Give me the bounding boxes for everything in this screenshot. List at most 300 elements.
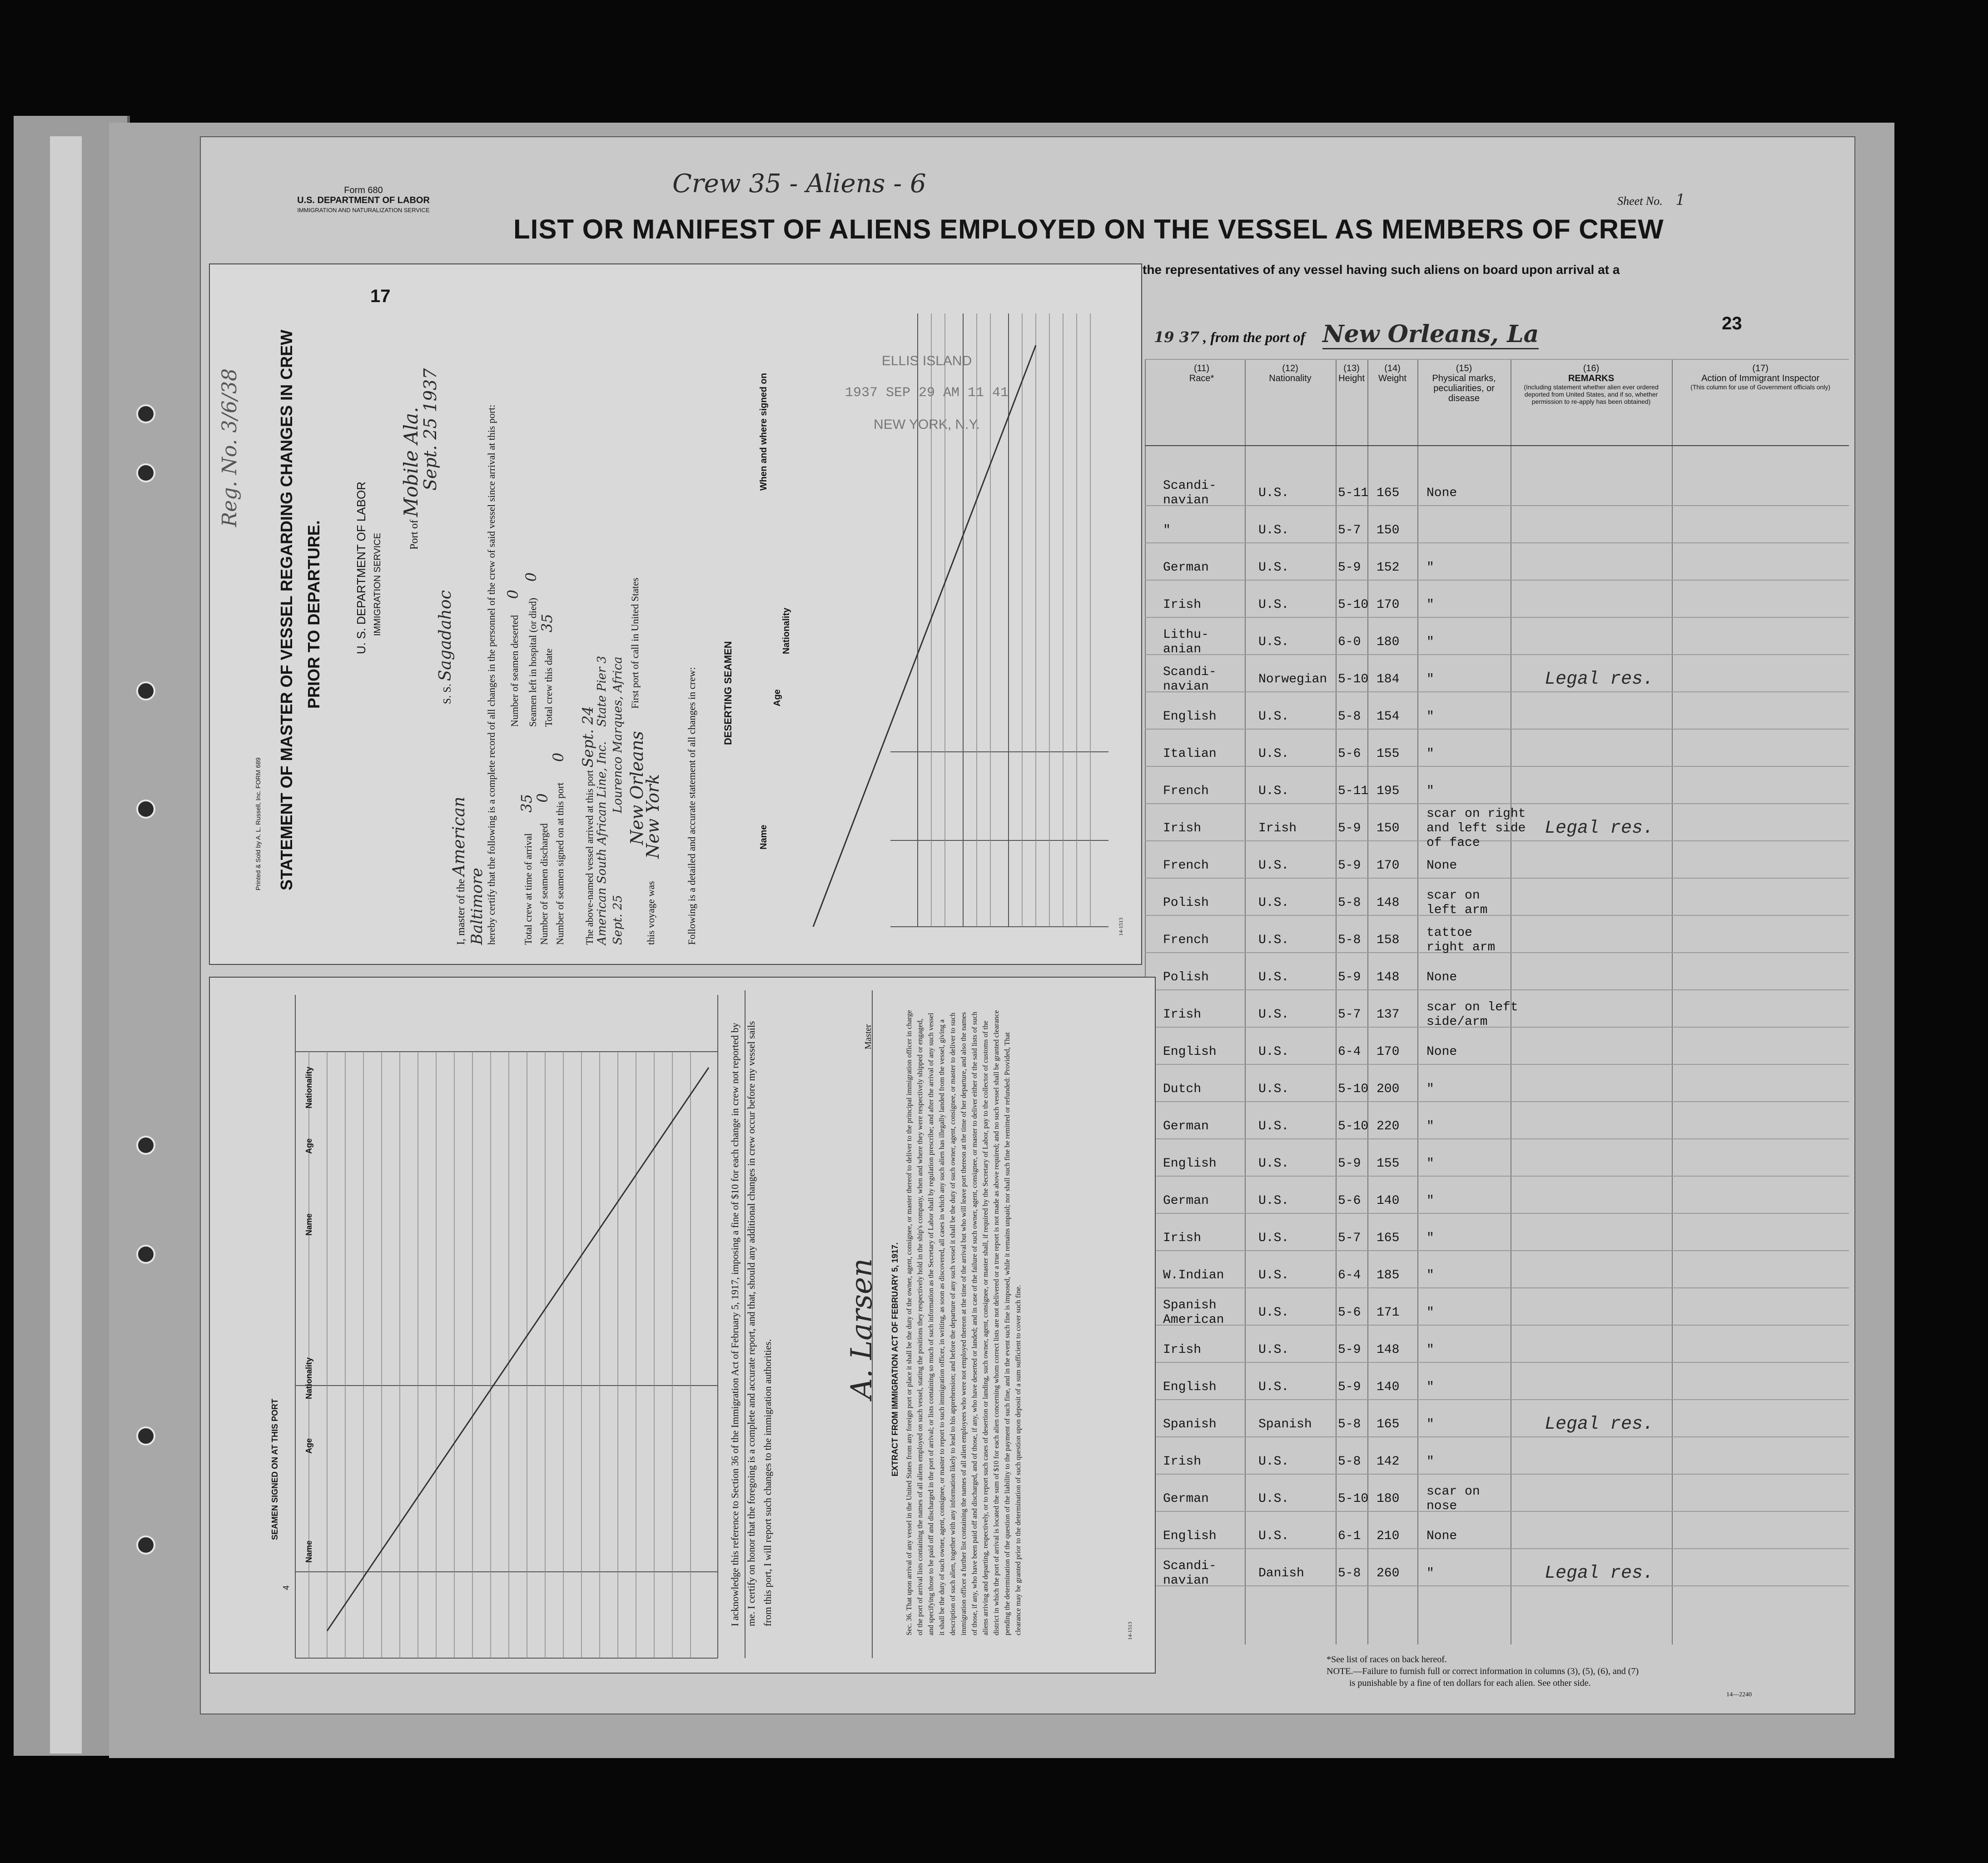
cell-weight: 210 — [1377, 1529, 1400, 1543]
col-rule — [1245, 359, 1246, 1644]
cell-nationality: U.S. — [1258, 784, 1289, 798]
cell-height: 5-11 — [1338, 784, 1369, 798]
cell-nationality: U.S. — [1258, 1455, 1289, 1469]
cell-weight: 142 — [1377, 1455, 1400, 1469]
cell-weight: 165 — [1377, 1417, 1400, 1431]
cell-nationality: U.S. — [1258, 747, 1289, 761]
cell-weight: 158 — [1377, 933, 1400, 947]
cell-height: 5-8 — [1338, 896, 1361, 910]
from-port-label: , from the port of — [1203, 329, 1306, 345]
inspector-note: (This column for use of Government officials only) — [1690, 383, 1830, 391]
cell-weight: 180 — [1377, 635, 1400, 649]
from-port: Baltimore — [468, 868, 486, 945]
cell-weight: 140 — [1377, 1194, 1400, 1208]
row-rule — [1145, 729, 1849, 730]
deserting-seamen: DESERTING SEAMEN — [722, 641, 734, 745]
binder-hole — [136, 1426, 155, 1446]
cell-race: French — [1163, 933, 1209, 947]
binder-hole — [136, 800, 155, 819]
voyage-was: this voyage was — [645, 881, 656, 945]
row-rule — [1145, 989, 1849, 990]
cell-marks: tattoe right arm — [1426, 926, 1496, 954]
cell-weight: 165 — [1377, 486, 1400, 500]
discharged — [534, 793, 551, 945]
destination: Lourenco Marques, Africa — [611, 656, 625, 813]
header-rule — [1145, 359, 1849, 360]
cell-weight: 260 — [1377, 1566, 1400, 1580]
col-num: (17) — [1752, 363, 1769, 373]
row-rule — [1145, 1064, 1849, 1065]
col-when-where: When and where signed on — [759, 373, 769, 491]
col-rule — [1417, 359, 1418, 1644]
seamen-page-no: 4 — [282, 1585, 291, 1590]
cell-race: English — [1163, 1157, 1217, 1171]
cell-remark: Legal res. — [1545, 669, 1654, 690]
manifest-subtitle: the representatives of any vessel having such aliens on board upon arrival at a — [1143, 263, 1620, 277]
cell-height: 5-6 — [1338, 747, 1361, 761]
total-now-label: Total crew this date — [543, 648, 554, 727]
from-port-value: New Orleans, La — [1322, 320, 1539, 349]
binder-hole — [136, 1245, 155, 1264]
cell-weight: 154 — [1377, 710, 1400, 724]
diagonal-strike — [327, 1068, 709, 1631]
cell-height: 5-8 — [1338, 933, 1361, 947]
cell-weight: 150 — [1377, 523, 1400, 537]
stamp-line-3: NEW YORK, N.Y. — [874, 417, 980, 432]
cell-marks: " — [1426, 1194, 1434, 1208]
cell-height: 5-6 — [1338, 1306, 1361, 1320]
cell-weight: 155 — [1377, 1157, 1400, 1171]
cell-nationality: U.S. — [1258, 1380, 1289, 1394]
cell-height: 5-9 — [1338, 1343, 1361, 1357]
row-rule — [1145, 1474, 1849, 1475]
col-action-header — [1674, 363, 1847, 391]
cell-weight: 170 — [1377, 1045, 1400, 1059]
cell-height: 5-9 — [1338, 859, 1361, 873]
col-label: Height — [1338, 373, 1365, 383]
row-rule — [1145, 1399, 1849, 1400]
row-rule — [1145, 654, 1849, 655]
cell-race: Polish — [1163, 896, 1209, 910]
cell-height: 6-0 — [1338, 635, 1361, 649]
cell-weight: 170 — [1377, 859, 1400, 873]
statement-dept: U. S. DEPARTMENT OF LABOR — [354, 482, 368, 654]
col-rule — [1672, 359, 1673, 1644]
row-rule — [1145, 1325, 1849, 1326]
acknowledgement: I acknowledge this reference to Section 36 of the Immigration Act of February 5, 1917, imposing a fine of $10 for each change in crew not reported by me. I certify on honor that the foregoing is a complete and accurate report, and that, should any additional changes in crew occur before my vessel sails from this port, I will report such changes to the immigration authorities. — [729, 1021, 773, 1626]
col-num: (11) — [1193, 363, 1210, 373]
discharged-value: 0 — [534, 793, 551, 803]
cell-race: English — [1163, 1380, 1217, 1394]
ss-label: S. S. — [442, 684, 453, 704]
manifest-form-header — [291, 185, 436, 215]
cell-nationality: U.S. — [1258, 1194, 1289, 1208]
cell-race: W.Indian — [1163, 1268, 1224, 1282]
cell-marks: scar on right and left side of face — [1426, 807, 1526, 850]
hospital-value: 0 — [522, 572, 540, 582]
arrival-line — [1154, 320, 1539, 348]
cell-weight: 148 — [1377, 970, 1400, 984]
stamp-line-1: ELLIS ISLAND — [881, 353, 972, 368]
lying-at: State Pier 3 — [595, 656, 609, 727]
row-rule — [1145, 1362, 1849, 1363]
cell-marks: " — [1426, 635, 1434, 649]
row-rule — [1145, 1511, 1849, 1512]
binder-hole — [136, 463, 155, 482]
cell-nationality: U.S. — [1258, 1119, 1289, 1133]
cell-marks: " — [1426, 598, 1434, 612]
cell-nationality: U.S. — [1258, 635, 1289, 649]
cell-marks: " — [1426, 784, 1434, 798]
statement-master-line — [450, 797, 468, 945]
cell-race: German — [1163, 1492, 1209, 1506]
cell-nationality: U.S. — [1258, 561, 1289, 575]
seamen-col-age-2: Age — [304, 1138, 313, 1154]
col-nationality-header — [1247, 363, 1333, 383]
seamen-col-nationality-2: Nationality — [304, 1066, 313, 1108]
cell-marks: " — [1426, 747, 1434, 761]
signed-on-label: Number of seamen signed on at this port — [554, 782, 566, 945]
cell-marks: " — [1426, 1380, 1434, 1394]
cell-marks: " — [1426, 1082, 1434, 1096]
master-label: Master — [863, 1024, 873, 1049]
cell-race: Spanish — [1163, 1417, 1217, 1431]
cell-nationality: U.S. — [1258, 1157, 1289, 1171]
row-rule — [1145, 505, 1849, 506]
margin-handwriting: Reg. No. 3/6/38 — [218, 368, 241, 527]
cell-race: Irish — [1163, 1231, 1202, 1245]
cell-weight: 155 — [1377, 747, 1400, 761]
cell-marks: " — [1426, 1566, 1434, 1580]
cell-height: 5-8 — [1338, 1455, 1361, 1469]
cell-height: 5-8 — [1338, 710, 1361, 724]
binder-hole — [136, 1535, 155, 1555]
col-label: Nationality — [1269, 373, 1312, 383]
cell-race: Scandi- navian — [1163, 479, 1217, 507]
seamen-heading: SEAMEN SIGNED ON AT THIS PORT — [270, 1398, 279, 1540]
total-arrival-label: Total crew at time of arrival — [522, 833, 534, 945]
cell-height: 5-9 — [1338, 821, 1361, 835]
cell-height: 5-9 — [1338, 970, 1361, 984]
cell-nationality: U.S. — [1258, 486, 1289, 500]
row-rule — [1145, 691, 1849, 692]
cell-marks: " — [1426, 1157, 1434, 1171]
sheet-label: Sheet No. — [1617, 194, 1663, 208]
cell-nationality: U.S. — [1258, 710, 1289, 724]
binder-strip — [50, 136, 82, 1754]
page-number: 23 — [1722, 313, 1742, 333]
row-rule — [1145, 1176, 1849, 1177]
cell-weight: 152 — [1377, 561, 1400, 575]
arrived-text: The above-named vessel arrived at this port — [584, 770, 595, 945]
arrived-date: Sept. 24 — [579, 706, 596, 768]
cell-nationality: Norwegian — [1258, 672, 1327, 686]
cell-nationality: U.S. — [1258, 523, 1289, 537]
seamen-col-name-2: Name — [304, 1213, 313, 1236]
row-rule — [1145, 580, 1849, 581]
cell-marks: None — [1426, 1529, 1457, 1543]
cell-race: Polish — [1163, 970, 1209, 984]
cell-weight: 170 — [1377, 598, 1400, 612]
row-rule — [1145, 1101, 1849, 1102]
arrived-line — [579, 706, 596, 945]
stamp-line-2: 1937 SEP 29 AM 11 41 — [845, 385, 1009, 401]
ss-value: Sagadahoc — [436, 590, 455, 681]
col-rule — [1336, 359, 1337, 1644]
port-value: Mobile Ala. — [400, 407, 422, 517]
cell-race: English — [1163, 1529, 1217, 1543]
master-nationality: American — [450, 796, 468, 876]
seamen-col-nationality-1: Nationality — [304, 1357, 313, 1399]
cell-nationality: U.S. — [1258, 1529, 1289, 1543]
row-rule — [1145, 766, 1849, 767]
total-arrival — [518, 794, 535, 945]
signed-on-value: 0 — [550, 752, 567, 762]
extract-body: Sec. 36. That upon arrival of any vessel in the United States from any foreign port or place it shall be the duty of the owner, agent, consignee, or master thereof to deliver to the principal immigration officer in charge of the port of arrival lists containing the names of all aliens employed on such vessel, stating the positions they respectively hold in the ship's company, when and where they were respectively shipped or engaged, and specifying those to be paid off and discharged in the port of arrival; or lists containing so much of such information as the Secretary of Labor shall by regulation prescribe; and after the arrival of any such vessel it shall be the duty of such owner, agent, consignee, or master to report to such immigration officer, in writing, as soon as discovered, all cases in which any such alien has illegally landed from the vessel, giving a description of such alien, together with any information likely to lead to his apprehension; and before the departure of any such vessel it shall be the duty of such owner, agent, consignee, or master to deliver to such immigration officer a further list containing the names of all alien employees who were not employed thereon at the time of the arrival but who will leave port thereon at the time of her departure, and also the names of those, if any, who have been paid off and discharged, and of those, if any, who have deserted or landed; and in case of the failure of such owner, agent, consignee, or master to deliver either of the said lists of such aliens arriving and departing, respectively, or to report such cases of desertion or landing, such owner, agent, consignee, or master shall, if required by the Secretary of Labor, pay to the collector of customs of the district in which the port of arrival is located the sum of $10 for each alien concerning whom correct lists are not delivered or a true report is not made as above required; and no such vessel shall be granted clearance pending the determination of the question of the liability to the payment of such fine, and in the event such fine is imposed, while it remains unpaid; nor shall such fine be remitted or refunded: Provided, That clearance may be granted prior to the determination of such question upon deposit of a sum sufficient to cover such fine. — [905, 1010, 1022, 1635]
cell-height: 5-10 — [1338, 598, 1369, 612]
row-rule — [1145, 1250, 1849, 1251]
col-name: Name — [759, 825, 769, 850]
cell-nationality: U.S. — [1258, 598, 1289, 612]
manifest-title: LIST OR MANIFEST OF ALIENS EMPLOYED ON THE VESSEL AS MEMBERS OF CREW — [513, 214, 1664, 244]
row-rule — [1145, 542, 1849, 543]
row-rule — [1145, 1585, 1849, 1586]
cell-marks: None — [1426, 859, 1457, 873]
cell-nationality: Irish — [1258, 821, 1297, 835]
cell-nationality: U.S. — [1258, 1008, 1289, 1022]
cell-race: French — [1163, 859, 1209, 873]
cell-race: Irish — [1163, 1455, 1202, 1469]
statement-certify: hereby certify that the following is a complete record of all changes in the personnel of the crew of said vessel since arrival at this port: — [486, 404, 497, 945]
cell-race: German — [1163, 561, 1209, 575]
row-rule — [1145, 915, 1849, 916]
cell-marks: " — [1426, 1455, 1434, 1469]
cell-height: 5-7 — [1338, 523, 1361, 537]
cell-height: 5-7 — [1338, 1231, 1361, 1245]
col-height-header — [1336, 363, 1367, 383]
row-rule — [1145, 952, 1849, 953]
col-label: Weight — [1378, 373, 1407, 383]
received-stamp — [845, 345, 1009, 441]
form-number: Form 680 — [344, 185, 383, 195]
cell-height: 6-1 — [1338, 1529, 1361, 1543]
statement-service: IMMIGRATION SERVICE — [373, 532, 383, 636]
cell-weight: 140 — [1377, 1380, 1400, 1394]
col-weight-header — [1367, 363, 1417, 383]
cell-weight: 137 — [1377, 1008, 1400, 1022]
cell-race: Dutch — [1163, 1082, 1202, 1096]
cell-height: 5-8 — [1338, 1417, 1361, 1431]
cell-race: Irish — [1163, 1008, 1202, 1022]
col-race-header — [1163, 363, 1240, 383]
cell-nationality: Spanish — [1258, 1417, 1312, 1431]
statement-printer: Printed & Sold by A. L. Russell, Inc. FORM 689 — [254, 757, 262, 890]
binder-hole — [136, 1136, 155, 1155]
cell-nationality: Danish — [1258, 1566, 1304, 1580]
col-num: (12) — [1282, 363, 1298, 373]
statement-title-2: PRIOR TO DEPARTURE. — [304, 520, 323, 709]
cell-height: 5-9 — [1338, 561, 1361, 575]
binder-hole — [136, 404, 155, 423]
deserted — [504, 590, 522, 727]
cell-race: Irish — [1163, 598, 1202, 612]
col-num: (16) — [1583, 363, 1600, 373]
cell-weight: 171 — [1377, 1306, 1400, 1320]
cell-weight: 195 — [1377, 784, 1400, 798]
master-signature: A. Larsen — [845, 1258, 879, 1399]
footer-note-fine: NOTE.—Failure to furnish full or correct information in columns (3), (5), (6), and (7) — [1327, 1666, 1639, 1676]
binder-hole — [136, 681, 155, 700]
cell-race: Lithu- anian — [1163, 628, 1209, 656]
cell-remark: Legal res. — [1545, 818, 1654, 839]
footer-note-races: *See list of races on back hereof. — [1327, 1654, 1447, 1664]
hospital-label: Seamen left in hospital (or died) — [527, 597, 538, 727]
cell-marks: scar on nose — [1426, 1485, 1480, 1513]
cell-marks: scar on left arm — [1426, 889, 1488, 917]
row-rule — [1145, 1213, 1849, 1214]
cell-marks: None — [1426, 486, 1457, 500]
cell-marks: " — [1426, 710, 1434, 724]
extract-title: EXTRACT FROM IMMIGRATION ACT OF FEBRUARY 5, 1917. — [890, 1242, 900, 1476]
cell-height: 6-4 — [1338, 1045, 1361, 1059]
statement-title-1: STATEMENT OF MASTER OF VESSEL REGARDING CHANGES IN CREW — [277, 329, 296, 890]
cell-race: Italian — [1163, 747, 1217, 761]
cell-height: 5-6 — [1338, 1194, 1361, 1208]
following-text: Following is a detailed and accurate statement of all changes in crew: — [686, 667, 697, 945]
col-marks-header — [1420, 363, 1508, 403]
hospital — [522, 572, 540, 727]
cell-height: 5-9 — [1338, 1380, 1361, 1394]
cell-height: 5-10 — [1338, 1119, 1369, 1133]
row-rule — [1145, 1287, 1849, 1288]
cell-marks: " — [1426, 1119, 1434, 1133]
cell-marks: scar on left side/arm — [1426, 1000, 1518, 1029]
discharged-label: Number of seamen discharged — [538, 823, 550, 945]
cell-weight: 200 — [1377, 1082, 1400, 1096]
row-rule — [1145, 803, 1849, 804]
col-nationality: Nationality — [781, 607, 791, 654]
row-rule — [1145, 1548, 1849, 1549]
statement-date: Sept. 25 1937 — [420, 368, 440, 491]
cell-weight: 150 — [1377, 821, 1400, 835]
total-now — [538, 614, 556, 727]
port-label: Port of — [408, 520, 420, 550]
remarks-note: (Including statement whether alien ever ordered deported from United States, and if so, whether permission to re-apply has been obtained) — [1524, 383, 1659, 405]
col-rule — [1367, 359, 1368, 1644]
cell-height: 5-10 — [1338, 672, 1369, 686]
header-rule — [1145, 445, 1849, 446]
cell-nationality: U.S. — [1258, 1492, 1289, 1506]
deserted-label: Number of seamen deserted — [509, 615, 520, 727]
cell-race: Scandi- navian — [1163, 1559, 1217, 1588]
cell-nationality: U.S. — [1258, 1343, 1289, 1357]
department-name: U.S. DEPARTMENT OF LABOR — [297, 195, 430, 205]
row-rule — [1145, 617, 1849, 618]
sheet-number — [1617, 191, 1685, 209]
footer-code: 14—2240 — [1726, 1691, 1752, 1698]
cell-weight: 220 — [1377, 1119, 1400, 1133]
first-port-label: First port of call in United States — [629, 577, 641, 709]
col-num: (13) — [1343, 363, 1360, 373]
cell-weight: 148 — [1377, 1343, 1400, 1357]
cell-race: German — [1163, 1119, 1209, 1133]
cell-race: " — [1163, 523, 1171, 537]
total-arrival-value: 35 — [518, 794, 535, 813]
sheet-value: 1 — [1675, 191, 1685, 209]
footer-note-fine-2: is punishable by a fine of ten dollars for each alien. See other side. — [1349, 1678, 1591, 1688]
sail-date: Sept. 25 — [611, 895, 625, 945]
col-num: (15) — [1456, 363, 1472, 373]
consigned-to: American South African Line, Inc. — [595, 741, 609, 945]
cell-height: 5-10 — [1338, 1082, 1369, 1096]
cell-marks: " — [1426, 672, 1434, 686]
cell-weight: 180 — [1377, 1492, 1400, 1506]
cell-height: 5-7 — [1338, 1008, 1361, 1022]
cell-nationality: U.S. — [1258, 859, 1289, 873]
statement-number: 17 — [370, 286, 391, 306]
cell-marks: " — [1426, 1306, 1434, 1320]
deserted-value: 0 — [504, 589, 522, 599]
signed-on — [550, 753, 567, 945]
cell-marks: None — [1426, 970, 1457, 984]
cell-marks: " — [1426, 561, 1434, 575]
cell-marks: None — [1426, 1045, 1457, 1059]
cell-height: 5-8 — [1338, 1566, 1361, 1580]
col-label: Action of Immigrant Inspector — [1701, 373, 1820, 383]
col-age: Age — [772, 689, 782, 706]
master-of: I, master of the — [455, 879, 467, 945]
last-port: New York — [643, 774, 663, 859]
cell-weight: 165 — [1377, 1231, 1400, 1245]
cell-nationality: U.S. — [1258, 1045, 1289, 1059]
cell-nationality: U.S. — [1258, 1268, 1289, 1282]
row-rule — [1145, 1138, 1849, 1139]
cell-marks: " — [1426, 1417, 1434, 1431]
cell-nationality: U.S. — [1258, 1231, 1289, 1245]
cell-race: Scandi- navian — [1163, 665, 1217, 694]
cell-height: 5-11 — [1338, 486, 1369, 500]
cell-marks: " — [1426, 1343, 1434, 1357]
seamen-code: 14-1513 — [1127, 1622, 1133, 1640]
cell-remark: Legal res. — [1545, 1563, 1654, 1584]
cell-weight: 184 — [1377, 672, 1400, 686]
cell-nationality: U.S. — [1258, 970, 1289, 984]
cell-weight: 148 — [1377, 896, 1400, 910]
col-label: Physical marks, peculiarities, or disease — [1432, 373, 1496, 403]
cell-weight: 185 — [1377, 1268, 1400, 1282]
arrival-year: 19 37 — [1154, 328, 1200, 346]
cell-remark: Legal res. — [1545, 1414, 1654, 1435]
statement-port — [400, 407, 422, 550]
cell-nationality: U.S. — [1258, 933, 1289, 947]
statement-code: 14-1513 — [1118, 918, 1124, 936]
cell-marks: " — [1426, 1231, 1434, 1245]
cell-race: French — [1163, 784, 1209, 798]
cell-race: Irish — [1163, 821, 1202, 835]
row-rule — [1145, 878, 1849, 879]
cell-marks: " — [1426, 1268, 1434, 1282]
cell-height: 6-4 — [1338, 1268, 1361, 1282]
row-rule — [1145, 1436, 1849, 1437]
cell-race: Irish — [1163, 1343, 1202, 1357]
cell-race: English — [1163, 710, 1217, 724]
manifest-footer — [1327, 1654, 1752, 1701]
cell-race: German — [1163, 1194, 1209, 1208]
total-now-value: 35 — [538, 614, 556, 632]
service-name: IMMIGRATION AND NATURALIZATION SERVICE — [297, 207, 430, 214]
cell-nationality: U.S. — [1258, 1082, 1289, 1096]
cell-race: Spanish American — [1163, 1298, 1224, 1327]
